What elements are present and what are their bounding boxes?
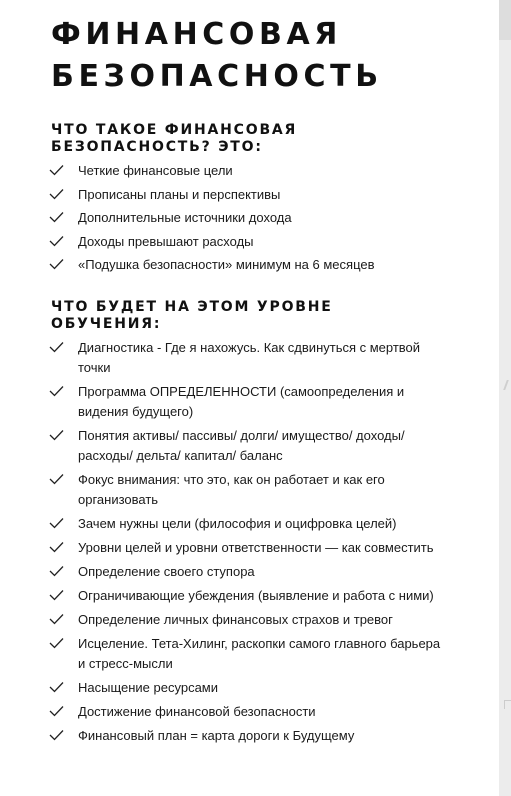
checkmark-icon	[49, 164, 64, 176]
background-decoration-corner	[504, 700, 511, 709]
list-item-text: Исцеление. Тета-Хилинг, раскопки самого главного барьера и стресс-мысли	[78, 636, 441, 671]
checkmark-icon	[49, 473, 64, 485]
section-heading-what-is	[51, 122, 471, 156]
list-item-text: Ограничивающие убеждения (выявление и работа с ними)	[78, 588, 434, 603]
list-item	[0, 338, 499, 378]
list-item-text: Диагностика - Где я нахожусь. Как сдвинуться с мертвой точки	[78, 340, 421, 375]
curriculum-list	[0, 338, 499, 750]
page-title-line-2: БЕЗОПАСНОСТЬ	[51, 59, 383, 94]
section-heading-curriculum	[51, 299, 471, 333]
list-item-text: Программа ОПРЕДЕЛЕННОСТИ (самоопределения и видения будущего)	[78, 384, 405, 419]
checkmark-icon	[49, 258, 64, 270]
list-item-text: Финансовый план = карта дороги к Будущему	[78, 728, 355, 743]
list-item	[0, 562, 499, 582]
list-item	[0, 185, 499, 205]
checkmark-icon	[49, 637, 64, 649]
list-item	[0, 586, 499, 606]
list-item	[0, 208, 499, 228]
checkmark-icon	[49, 705, 64, 717]
section-heading-what-is-line-2: БЕЗОПАСНОСТЬ? ЭТО:	[51, 139, 263, 155]
list-item-text: Прописаны планы и перспективы	[78, 186, 281, 202]
list-item-text: Определение своего ступора	[78, 564, 255, 579]
checkmark-icon	[49, 188, 64, 200]
checkmark-icon	[49, 429, 64, 441]
checkmark-icon	[49, 681, 64, 693]
list-item	[0, 726, 499, 746]
list-item-text: Достижение финансовой безопасности	[78, 704, 316, 719]
list-item	[0, 470, 499, 510]
checkmark-icon	[49, 565, 64, 577]
list-item	[0, 426, 499, 466]
page-title	[51, 14, 481, 98]
checkmark-icon	[49, 729, 64, 741]
list-item-text: Определение личных финансовых страхов и тревог	[78, 612, 393, 627]
list-item	[0, 610, 499, 630]
list-item	[0, 382, 499, 422]
list-item	[0, 161, 499, 181]
list-item-text: Фокус внимания: что это, как он работает и как его организовать	[78, 472, 385, 507]
list-item	[0, 702, 499, 722]
page-title-line-1: ФИНАНСОВАЯ	[51, 17, 342, 52]
checkmark-icon	[49, 235, 64, 247]
list-item-text: Насыщение ресурсами	[78, 680, 218, 695]
list-item-text: Понятия активы/ пассивы/ долги/ имущество/ доходы/ расходы/ дельта/ капитал/ баланс	[78, 428, 405, 463]
list-item-text: Дополнительные источники дохода	[78, 210, 292, 225]
list-item-text: Уровни целей и уровни ответственности — как совместить	[78, 540, 434, 555]
checkmark-icon	[49, 385, 64, 397]
checkmark-icon	[49, 541, 64, 553]
checkmark-icon	[49, 589, 64, 601]
checkmark-icon	[49, 211, 64, 223]
list-item	[0, 678, 499, 698]
background-page-header-edge	[499, 0, 511, 40]
list-item	[0, 634, 499, 674]
list-item-text: «Подушка безопасности» минимум на 6 месяцев	[78, 257, 375, 272]
list-item	[0, 232, 499, 252]
list-item-text: Доходы превышают расходы	[78, 233, 254, 249]
background-page-edge	[499, 0, 511, 796]
section-heading-curriculum-line-1: ЧТО БУДЕТ НА ЭТОМ УРОВНЕ	[51, 299, 333, 315]
list-item	[0, 514, 499, 534]
checkmark-icon	[49, 613, 64, 625]
section-heading-what-is-line-1: ЧТО ТАКОЕ ФИНАНСОВАЯ	[51, 122, 298, 138]
list-item	[0, 255, 499, 275]
checkmark-icon	[49, 341, 64, 353]
section-heading-curriculum-line-2: ОБУЧЕНИЯ:	[51, 316, 162, 332]
checkmark-icon	[49, 517, 64, 529]
list-item-text: Зачем нужны цели (философия и оцифровка целей)	[78, 516, 397, 531]
definition-list	[0, 161, 499, 279]
list-item	[0, 538, 499, 558]
list-item-text: Четкие финансовые цели	[78, 163, 233, 178]
